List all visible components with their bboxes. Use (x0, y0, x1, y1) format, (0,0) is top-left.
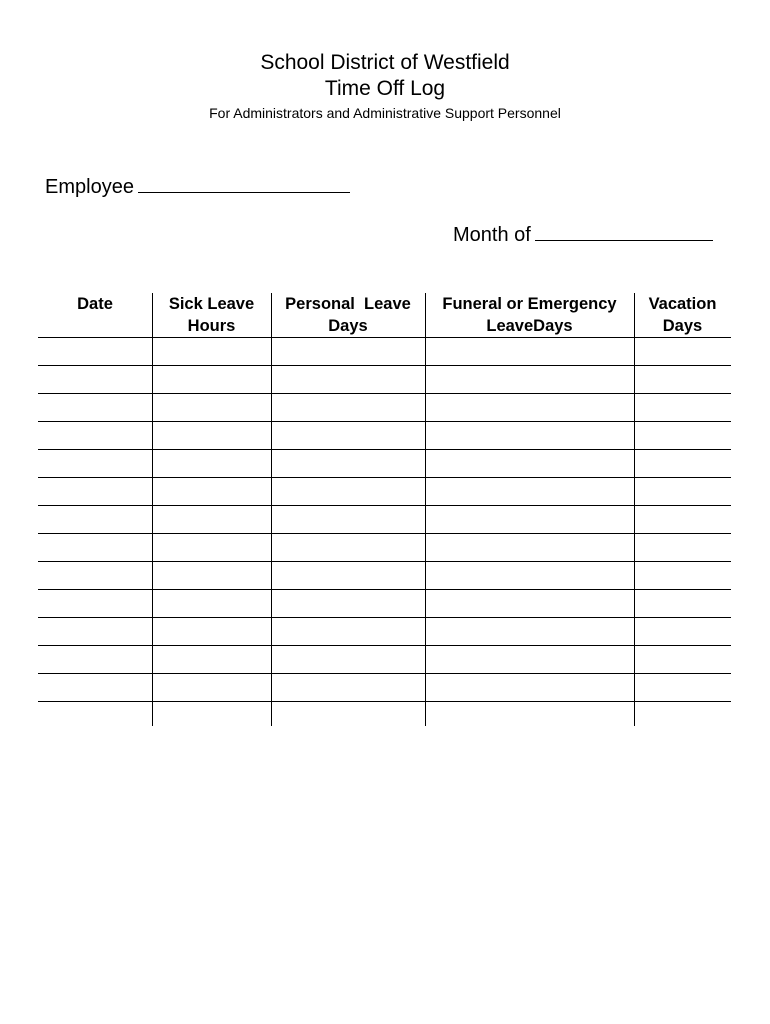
column-divider (271, 293, 272, 726)
row-divider (38, 421, 731, 422)
row-divider (38, 673, 731, 674)
column-header-funeral-emergency: Funeral or Emergency LeaveDays (442, 295, 617, 335)
month-label: Month of (453, 224, 531, 246)
column-header-sick-leave: Sick Leave Hours (168, 295, 255, 335)
row-divider (38, 617, 731, 618)
month-input-line[interactable] (535, 226, 713, 241)
row-divider (38, 449, 731, 450)
column-header-personal-leave: Personal Leave Days (285, 295, 411, 335)
row-divider (38, 561, 731, 562)
column-header-date: Date (77, 295, 113, 313)
month-field (453, 224, 713, 247)
form-header (0, 50, 770, 122)
column-header-vacation: Vacation Days (648, 295, 717, 335)
row-divider (38, 589, 731, 590)
row-divider (38, 365, 731, 366)
row-divider (38, 477, 731, 478)
row-divider (38, 505, 731, 506)
row-divider (38, 533, 731, 534)
row-divider (38, 701, 731, 702)
column-divider (152, 293, 153, 726)
time-off-log-table (38, 293, 731, 726)
form-subtitle: For Administrators and Administrative Support Personnel (209, 105, 561, 121)
employee-field (45, 176, 350, 199)
form-title: School District of Westfield (260, 51, 510, 74)
row-divider (38, 393, 731, 394)
row-divider (38, 337, 731, 338)
form-title-line-2: Time Off Log (324, 77, 446, 100)
employee-label: Employee (45, 176, 134, 198)
employee-input-line[interactable] (138, 178, 350, 193)
column-divider (425, 293, 426, 726)
column-divider (634, 293, 635, 726)
row-divider (38, 645, 731, 646)
